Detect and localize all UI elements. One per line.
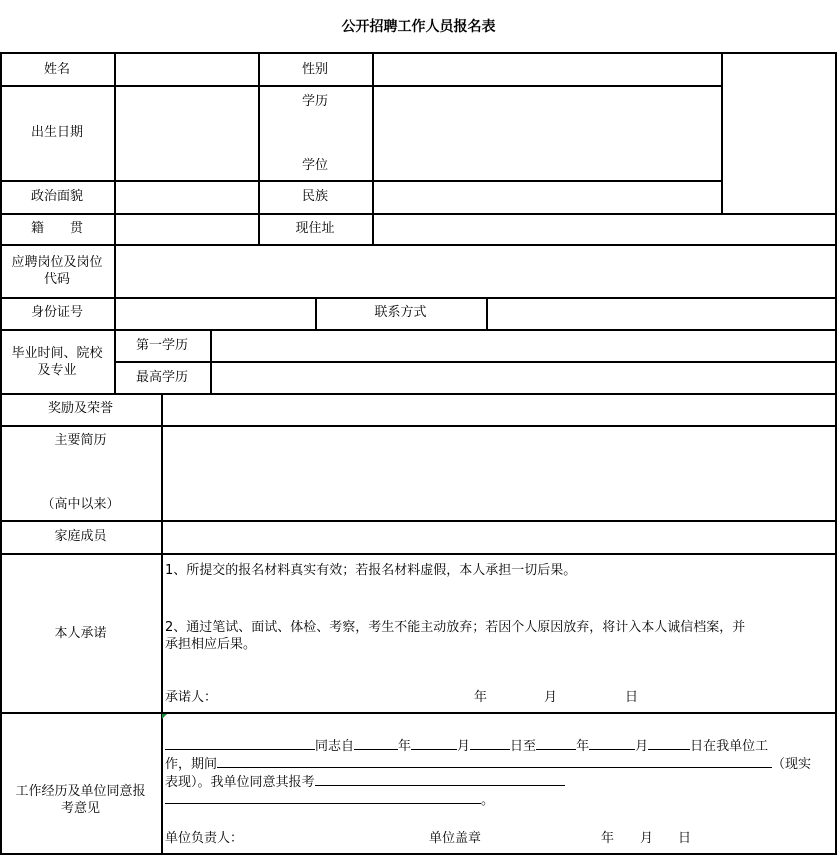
political-status-label: 政治面貌 — [30, 189, 83, 204]
from-day-blank[interactable] — [470, 735, 510, 750]
family-field[interactable] — [163, 522, 835, 553]
highest-degree-field[interactable] — [212, 363, 835, 393]
name-label: 姓名 — [43, 62, 70, 77]
photo-box[interactable] — [723, 54, 835, 213]
native-place-field[interactable] — [116, 215, 258, 244]
performance-blank[interactable] — [217, 753, 772, 768]
work-opinion-line1: 同志自 年 月 日至 年 月 日在我单位工 — [165, 735, 768, 755]
work-opinion-line3: 表现）。我单位同意其报考 — [165, 771, 565, 791]
resume-field[interactable] — [163, 427, 835, 520]
applied-position-blank[interactable] — [315, 771, 565, 786]
to-day-blank[interactable] — [648, 735, 690, 750]
id-number-label: 身份证号 — [30, 305, 83, 320]
pledge-signature-field[interactable] — [228, 688, 458, 708]
native-place-label: 籍 贯 — [30, 221, 83, 236]
awards-label: 奖励及荣誉 — [47, 401, 113, 416]
grid-line — [0, 52, 2, 854]
id-number-field[interactable] — [116, 299, 315, 329]
unit-leader-label: 单位负责人： — [165, 831, 244, 846]
current-address-field[interactable] — [374, 215, 835, 244]
position-field[interactable] — [116, 246, 835, 297]
education-label: 学历 — [301, 94, 328, 109]
ethnicity-label: 民族 — [301, 189, 328, 204]
birth-date-field[interactable] — [116, 87, 258, 180]
ethnicity-field[interactable] — [374, 182, 721, 213]
applied-position-blank-2[interactable] — [165, 789, 481, 804]
gender-label: 性别 — [301, 62, 328, 77]
resume-label: 主要简历 — [54, 433, 107, 448]
highest-degree-label: 最高学历 — [135, 370, 188, 385]
awards-field[interactable] — [163, 395, 835, 425]
pledge-year-label: 年 — [474, 690, 488, 705]
to-year-blank[interactable] — [536, 735, 576, 750]
graduation-label-line2: 及专业 — [37, 363, 77, 378]
graduation-label-line1: 毕业时间、院校 — [11, 346, 103, 361]
first-degree-field[interactable] — [212, 331, 835, 361]
opinion-day-label: 日 — [678, 831, 692, 846]
work-opinion-line2: 作，期间 （现实 — [165, 753, 811, 773]
pledge-signer-label: 承诺人： — [165, 690, 218, 705]
pledge-item-1: 1、所提交的报名材料真实有效；若报名材料虚假，本人承担一切后果。 — [165, 563, 577, 578]
form-title: 公开招聘工作人员报名表 — [341, 19, 496, 35]
current-address-label: 现住址 — [295, 221, 335, 236]
opinion-month-label: 月 — [640, 831, 654, 846]
first-degree-label: 第一学历 — [135, 338, 188, 353]
from-month-blank[interactable] — [411, 735, 457, 750]
work-opinion-label-line2: 考意见 — [60, 801, 100, 816]
cell-marker-icon — [162, 714, 167, 719]
pledge-month-label: 月 — [544, 690, 558, 705]
contact-label: 联系方式 — [374, 305, 427, 320]
degree-label: 学位 — [301, 158, 328, 173]
grid-line — [0, 553, 837, 555]
contact-field[interactable] — [488, 299, 835, 329]
position-label-line2: 代码 — [43, 272, 70, 287]
to-month-blank[interactable] — [589, 735, 635, 750]
resume-note: （高中以来） — [41, 497, 120, 512]
pledge-item-2-line2: 承担相应后果。 — [165, 637, 257, 652]
birth-date-label: 出生日期 — [30, 125, 83, 140]
grid-line — [258, 52, 260, 245]
work-opinion-line4: 。 — [165, 789, 494, 809]
family-label: 家庭成员 — [54, 529, 107, 544]
gender-field[interactable] — [374, 54, 721, 85]
from-year-blank[interactable] — [354, 735, 398, 750]
pledge-item-2-line1: 2、通过笔试、面试、体检、考察，考生不能主动放弃；若因个人原因放弃，将计入本人诚信档案，并 — [165, 620, 746, 635]
education-degree-field[interactable] — [374, 87, 721, 180]
name-field[interactable] — [116, 54, 258, 85]
unit-seal-label: 单位盖章 — [429, 831, 482, 846]
political-status-field[interactable] — [116, 182, 258, 213]
position-label-line1: 应聘岗位及岗位 — [11, 255, 103, 270]
opinion-year-label: 年 — [601, 831, 615, 846]
grid-line — [0, 712, 837, 714]
pledge-day-label: 日 — [625, 690, 639, 705]
comrade-name-blank[interactable] — [165, 735, 315, 750]
pledge-label: 本人承诺 — [54, 626, 107, 641]
work-opinion-label-line1: 工作经历及单位同意报 — [15, 784, 146, 799]
